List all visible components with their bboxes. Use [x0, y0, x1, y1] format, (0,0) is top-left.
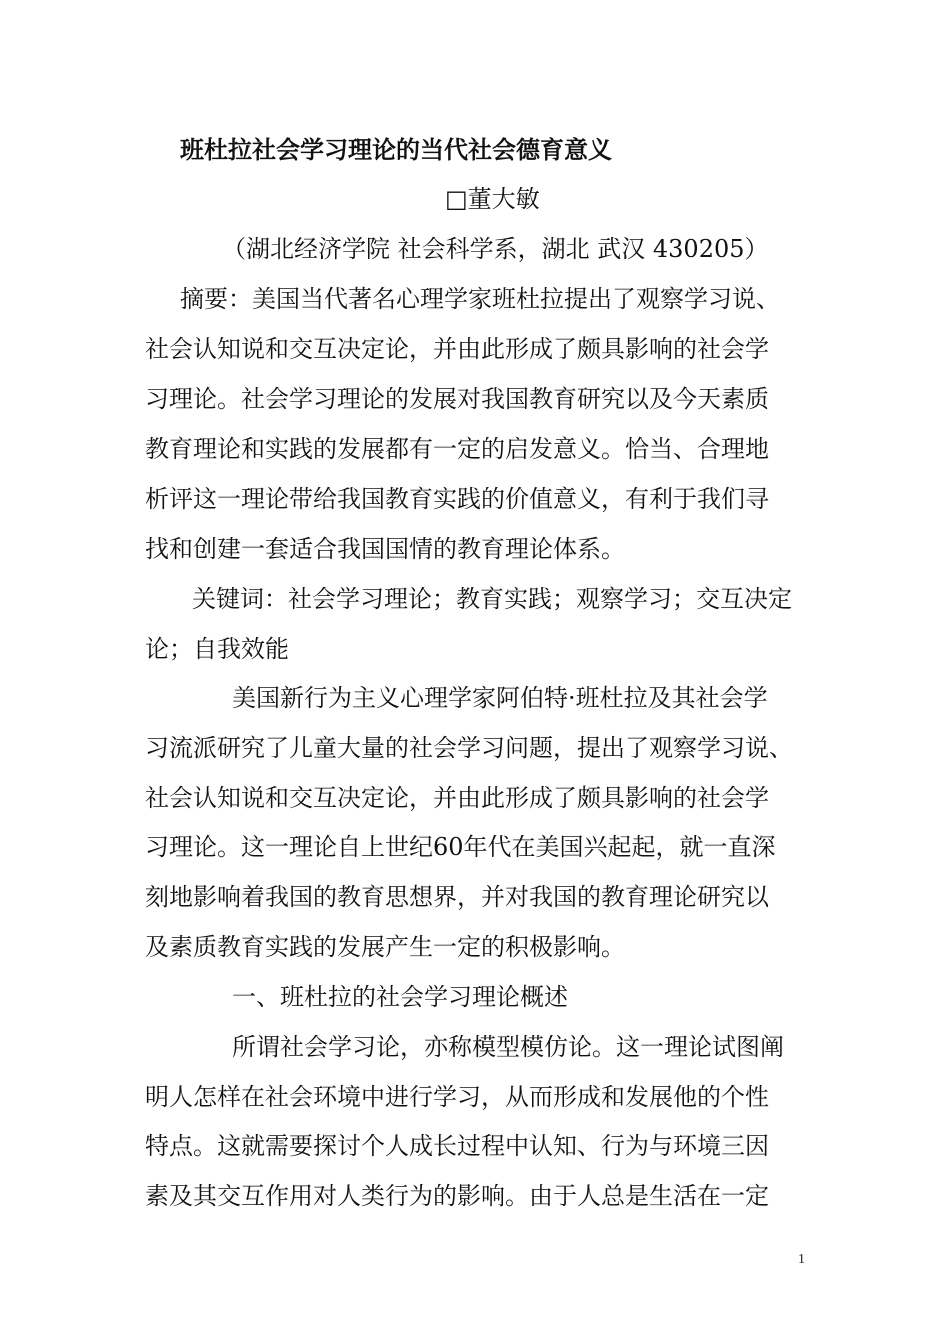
intro-line: 习流派研究了儿童大量的社会学习问题，提出了观察学习说、 — [145, 734, 793, 762]
abstract-line: 摘要：美国当代著名心理学家班杜拉提出了观察学习说、 — [180, 285, 780, 313]
paper-title: 班杜拉社会学习理论的当代社会德育意义 — [180, 135, 612, 164]
abstract-line: 社会认知说和交互决定论，并由此形成了颇具影响的社会学 — [145, 335, 769, 363]
intro-line: 及素质教育实践的发展产生一定的积极影响。 — [145, 933, 625, 961]
keywords-line: 论；自我效能 — [145, 635, 289, 663]
section-body-line: 素及其交互作用对人类行为的影响。由于人总是生活在一定 — [145, 1182, 769, 1210]
keywords-line: 关键词：社会学习理论；教育实践；观察学习；交互决定 — [192, 585, 792, 613]
section-body-line: 所谓社会学习论，亦称模型模仿论。这一理论试图阐 — [232, 1033, 784, 1061]
intro-line: 美国新行为主义心理学家阿伯特·班杜拉及其社会学 — [232, 684, 768, 712]
author-name: □董大敏 — [445, 185, 540, 213]
section-body-line: 特点。这就需要探讨个人成长过程中认知、行为与环境三因 — [145, 1132, 769, 1160]
intro-line: 习理论。这一理论自上世纪60年代在美国兴起起，就一直深 — [145, 833, 776, 861]
section-body-line: 明人怎样在社会环境中进行学习，从而形成和发展他的个性 — [145, 1083, 769, 1111]
intro-line: 社会认知说和交互决定论，并由此形成了颇具影响的社会学 — [145, 784, 769, 812]
author-affiliation: （湖北经济学院 社会科学系，湖北 武汉 430205） — [222, 235, 769, 263]
intro-line: 刻地影响着我国的教育思想界，并对我国的教育理论研究以 — [145, 883, 769, 911]
section-heading: 一、班杜拉的社会学习理论概述 — [232, 983, 568, 1011]
page-number: 1 — [798, 1252, 805, 1267]
abstract-line: 习理论。社会学习理论的发展对我国教育研究以及今天素质 — [145, 385, 769, 413]
abstract-line: 教育理论和实践的发展都有一定的启发意义。恰当、合理地 — [145, 435, 769, 463]
abstract-line: 析评这一理论带给我国教育实践的价值意义，有利于我们寻 — [145, 485, 769, 513]
abstract-line: 找和创建一套适合我国国情的教育理论体系。 — [145, 535, 625, 563]
